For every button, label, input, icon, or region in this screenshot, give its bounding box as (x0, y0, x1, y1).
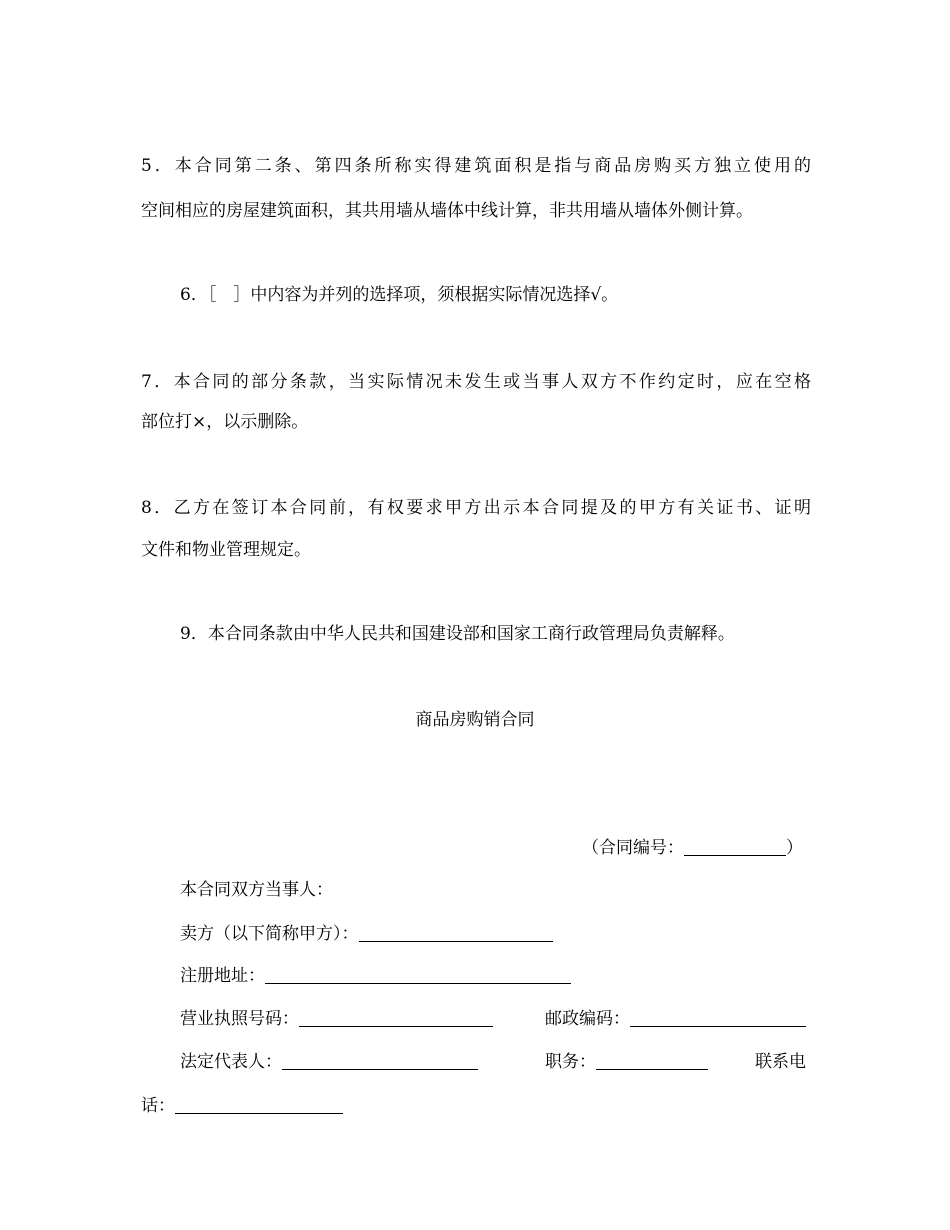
seller-field[interactable] (359, 923, 553, 942)
license-field[interactable] (299, 1008, 493, 1027)
phone-label-part1: 联系电 (755, 1052, 806, 1072)
position-row (545, 1050, 708, 1074)
address-label: 注册地址： (180, 966, 265, 986)
seller-label: 卖方（以下简称甲方）： (180, 924, 359, 944)
phone-field[interactable] (175, 1095, 343, 1114)
clause-7-line-2: 部位打×，以示删除。 (141, 412, 309, 432)
phone-label-part2: 话： (141, 1096, 175, 1116)
clause-8-line-1: 8．乙方在签订本合同前，有权要求甲方出示本合同提及的甲方有关证书、证明 (141, 498, 811, 518)
clause-7-line-1: 7．本合同的部分条款，当实际情况未发生或当事人双方不作约定时，应在空格 (141, 372, 811, 392)
clause-9: 9．本合同条款由中华人民共和国建设部和国家工商行政管理局负责解释。 (180, 624, 735, 644)
seller-row (180, 922, 553, 946)
contract-number-close: ） (786, 838, 803, 858)
license-label: 营业执照号码： (180, 1009, 299, 1029)
address-row (180, 964, 571, 988)
legal-rep-label: 法定代表人： (180, 1052, 282, 1072)
postcode-row (545, 1007, 806, 1031)
clause-8-line-2: 文件和物业管理规定。 (141, 540, 311, 560)
clause-5-line-1: 5．本合同第二条、第四条所称实得建筑面积是指与商品房购买方独立使用的 (141, 156, 811, 176)
position-field[interactable] (596, 1051, 708, 1070)
legal-rep-field[interactable] (282, 1051, 478, 1070)
contract-title: 商品房购销合同 (415, 710, 535, 730)
position-label: 职务： (545, 1052, 596, 1072)
contract-number (582, 836, 803, 860)
address-field[interactable] (265, 965, 571, 984)
license-row (180, 1007, 493, 1031)
parties-heading: 本合同双方当事人： (180, 880, 333, 900)
contract-number-label: （合同编号： (582, 838, 684, 858)
postcode-label: 邮政编码： (545, 1009, 630, 1029)
phone-row (141, 1094, 343, 1118)
clause-6: 6．［ ］中内容为并列的选择项，须根据实际情况选择√。 (180, 285, 619, 305)
clause-5-line-2: 空间相应的房屋建筑面积，其共用墙从墙体中线计算，非共用墙从墙体外侧计算。 (141, 201, 753, 221)
legal-rep-row (180, 1050, 478, 1074)
contract-number-field[interactable] (684, 837, 786, 856)
postcode-field[interactable] (630, 1008, 806, 1027)
